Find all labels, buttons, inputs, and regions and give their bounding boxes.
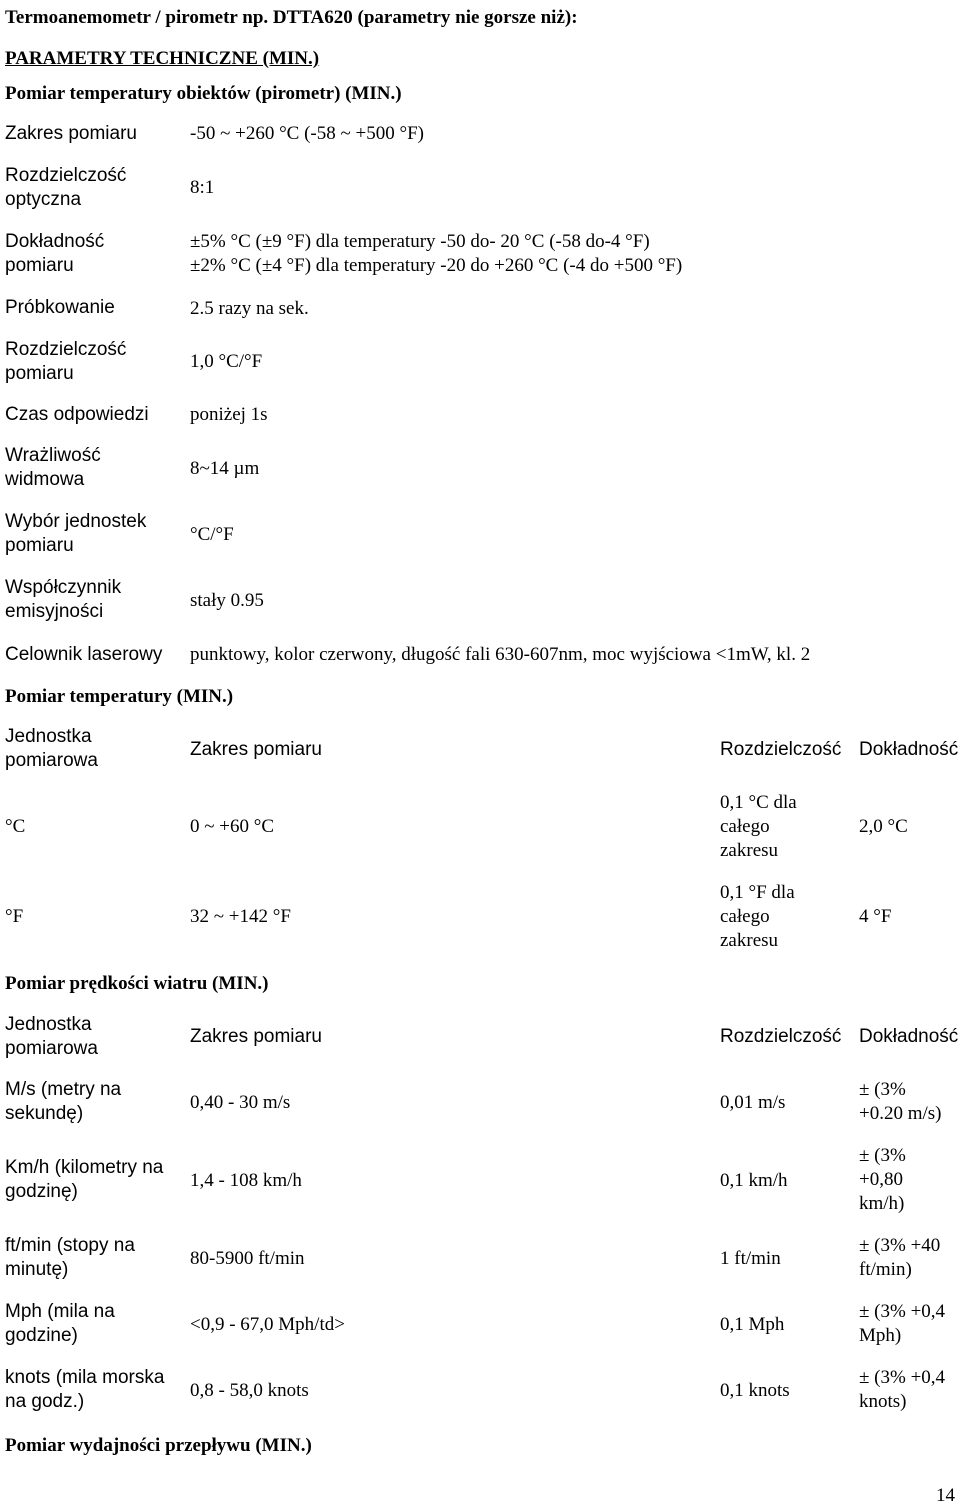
temp-row-resolution: 0,1 °C dla całego zakresu xyxy=(720,792,797,861)
pyro-label-optical-resolution: Rozdzielczość optyczna xyxy=(5,165,127,210)
pyro-label-sampling: Próbkowanie xyxy=(5,297,115,318)
temp-header-unit: Jednostka pomiarowa xyxy=(5,726,98,771)
flow-section-title: Pomiar wydajności przepływu (MIN.) xyxy=(5,1435,312,1456)
wind-row-resolution: 1 ft/min xyxy=(720,1248,781,1269)
temp-row-unit: °C xyxy=(5,816,26,837)
pyro-value-measurement-resolution: 1,0 °C/°F xyxy=(190,351,263,372)
temp-row-resolution: 0,1 °F dla całego zakresu xyxy=(720,882,795,951)
wind-row-range: <0,9 - 67,0 Mph/td> xyxy=(190,1314,345,1335)
document-heading: Termoanemometr / pirometr np. DTTA620 (parametry nie gorsze niż): xyxy=(5,7,578,28)
wind-row-range: 80-5900 ft/min xyxy=(190,1248,305,1269)
temp-header-resolution: Rozdzielczość xyxy=(720,739,842,760)
temp-row-range: 32 ~ +142 °F xyxy=(190,906,291,927)
pyro-label-accuracy: Dokładność pomiaru xyxy=(5,231,105,276)
temperature-section-title: Pomiar temperatury (MIN.) xyxy=(5,686,234,707)
pyro-label-range: Zakres pomiaru xyxy=(5,123,137,144)
pyro-value-sampling: 2.5 razy na sek. xyxy=(190,298,309,319)
temp-header-range: Zakres pomiaru xyxy=(190,739,322,760)
pyro-value-optical-resolution: 8:1 xyxy=(190,177,215,198)
pyro-value-unit-selection: °C/°F xyxy=(190,524,234,545)
temp-row-accuracy: 4 °F xyxy=(859,906,892,927)
pyro-value-emissivity: stały 0.95 xyxy=(190,590,264,611)
page-number: 14 xyxy=(936,1485,955,1506)
wind-row-range: 0,8 - 58,0 knots xyxy=(190,1380,309,1401)
temp-row-range: 0 ~ +60 °C xyxy=(190,816,275,837)
wind-row-unit: Km/h (kilometry na godzinę) xyxy=(5,1157,164,1202)
temp-row-accuracy: 2,0 °C xyxy=(859,816,908,837)
wind-row-unit: ft/min (stopy na minutę) xyxy=(5,1235,135,1280)
pyro-label-emissivity: Współczynnik emisyjności xyxy=(5,577,122,622)
temp-row-unit: °F xyxy=(5,906,24,927)
pyro-label-spectral-sensitivity: Wrażliwość widmowa xyxy=(5,445,101,490)
wind-row-accuracy: ± (3% +0.20 m/s) xyxy=(859,1079,942,1124)
pyro-label-laser-sight: Celownik laserowy xyxy=(5,644,163,665)
temp-header-accuracy: Dokładność xyxy=(859,739,959,760)
wind-row-unit: M/s (metry na sekundę) xyxy=(5,1079,122,1124)
pyro-value-accuracy: ±5% °C (±9 °F) dla temperatury -50 do- 20 °C (-58 do-4 °F) ±2% °C (±4 °F) dla temperatury -20 do +260 °C (-4 do +500 °F) xyxy=(190,231,683,276)
pyrometer-section-title: Pomiar temperatury obiektów (pirometr) (MIN.) xyxy=(5,83,402,104)
wind-row-accuracy: ± (3% +0,80 km/h) xyxy=(859,1145,906,1214)
wind-header-range: Zakres pomiaru xyxy=(190,1026,322,1047)
wind-row-resolution: 0,01 m/s xyxy=(720,1092,786,1113)
wind-row-accuracy: ± (3% +0,4 Mph) xyxy=(859,1301,946,1346)
wind-row-resolution: 0,1 km/h xyxy=(720,1170,788,1191)
pyro-label-measurement-resolution: Rozdzielczość pomiaru xyxy=(5,339,127,384)
wind-section-title: Pomiar prędkości wiatru (MIN.) xyxy=(5,973,269,994)
wind-row-range: 0,40 - 30 m/s xyxy=(190,1092,291,1113)
pyro-value-response-time: poniżej 1s xyxy=(190,404,268,425)
pyro-value-spectral-sensitivity: 8~14 µm xyxy=(190,458,260,479)
wind-row-unit: knots (mila morska na godz.) xyxy=(5,1367,165,1412)
wind-header-unit: Jednostka pomiarowa xyxy=(5,1014,98,1059)
pyro-label-response-time: Czas odpowiedzi xyxy=(5,404,149,425)
wind-row-accuracy: ± (3% +0,4 knots) xyxy=(859,1367,946,1412)
tech-params-heading: PARAMETRY TECHNICZNE (MIN.) xyxy=(5,48,320,69)
pyro-value-laser-sight: punktowy, kolor czerwony, długość fali 630-607nm, moc wyjściowa <1mW, kl. 2 xyxy=(190,644,811,665)
wind-header-accuracy: Dokładność xyxy=(859,1026,959,1047)
wind-row-range: 1,4 - 108 km/h xyxy=(190,1170,302,1191)
wind-header-resolution: Rozdzielczość xyxy=(720,1026,842,1047)
pyro-label-unit-selection: Wybór jednostek pomiaru xyxy=(5,511,147,556)
wind-row-resolution: 0,1 Mph xyxy=(720,1314,785,1335)
wind-row-accuracy: ± (3% +40 ft/min) xyxy=(859,1235,941,1280)
wind-row-resolution: 0,1 knots xyxy=(720,1380,790,1401)
pyro-value-range: -50 ~ +260 °C (-58 ~ +500 °F) xyxy=(190,123,424,144)
wind-row-unit: Mph (mila na godzine) xyxy=(5,1301,115,1346)
